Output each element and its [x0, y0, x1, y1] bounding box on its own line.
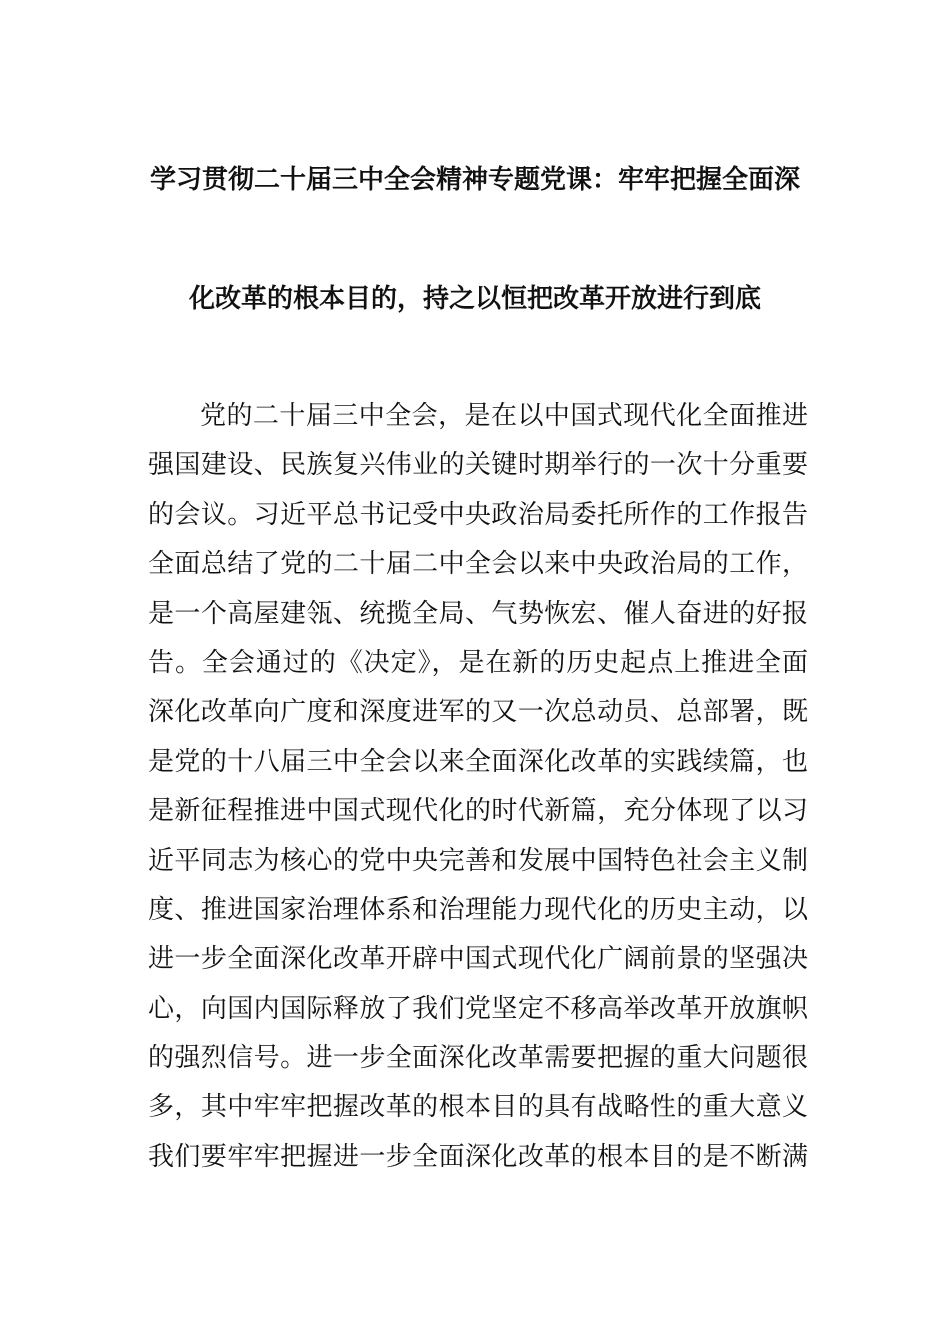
body-line: 多，其中牢牢把握改革的根本目的具有战略性的重大意义	[148, 1092, 808, 1123]
body-line: 的会议。习近平总书记受中央政治局委托所作的工作报告	[148, 499, 808, 530]
body-line: 近平同志为核心的党中央完善和发展中国特色社会主义制	[148, 845, 808, 876]
body-line: 全面总结了党的二十届二中全会以来中央政治局的工作，	[148, 549, 808, 580]
body-line: 是新征程推进中国式现代化的时代新篇，充分体现了以习	[148, 796, 808, 827]
body-line: 深化改革向广度和深度进军的又一次总动员、总部署，既	[148, 697, 808, 728]
body-line: 进一步全面深化改革开辟中国式现代化广阔前景的坚强决	[148, 944, 808, 975]
body-line: 的强烈信号。进一步全面深化改革需要把握的重大问题很	[148, 1043, 808, 1074]
body-line: 我们要牢牢把握进一步全面深化改革的根本目的是不断满	[148, 1141, 808, 1172]
title-line-1: 学习贯彻二十届三中全会精神专题党课：牢牢把握全面深	[149, 165, 800, 195]
body-line: 党的二十届三中全会，是在以中国式现代化全面推进	[200, 401, 808, 431]
body-line: 度、推进国家治理体系和治理能力现代化的历史主动，以	[148, 894, 808, 925]
body-line: 是一个高屋建瓴、统揽全局、气势恢宏、催人奋进的好报	[148, 598, 808, 629]
body-paragraph	[148, 396, 808, 1186]
body-line: 是党的十八届三中全会以来全面深化改革的实践续篇，也	[148, 746, 808, 777]
title-line-2: 化改革的根本目的，持之以恒把改革开放进行到底	[188, 284, 761, 314]
body-line: 告。全会通过的《决定》，是在新的历史起点上推进全面	[148, 647, 808, 678]
body-line: 强国建设、民族复兴伟业的关键时期举行的一次十分重要	[148, 450, 808, 481]
body-line: 心，向国内国际释放了我们党坚定不移高举改革开放旗帜	[148, 993, 808, 1024]
